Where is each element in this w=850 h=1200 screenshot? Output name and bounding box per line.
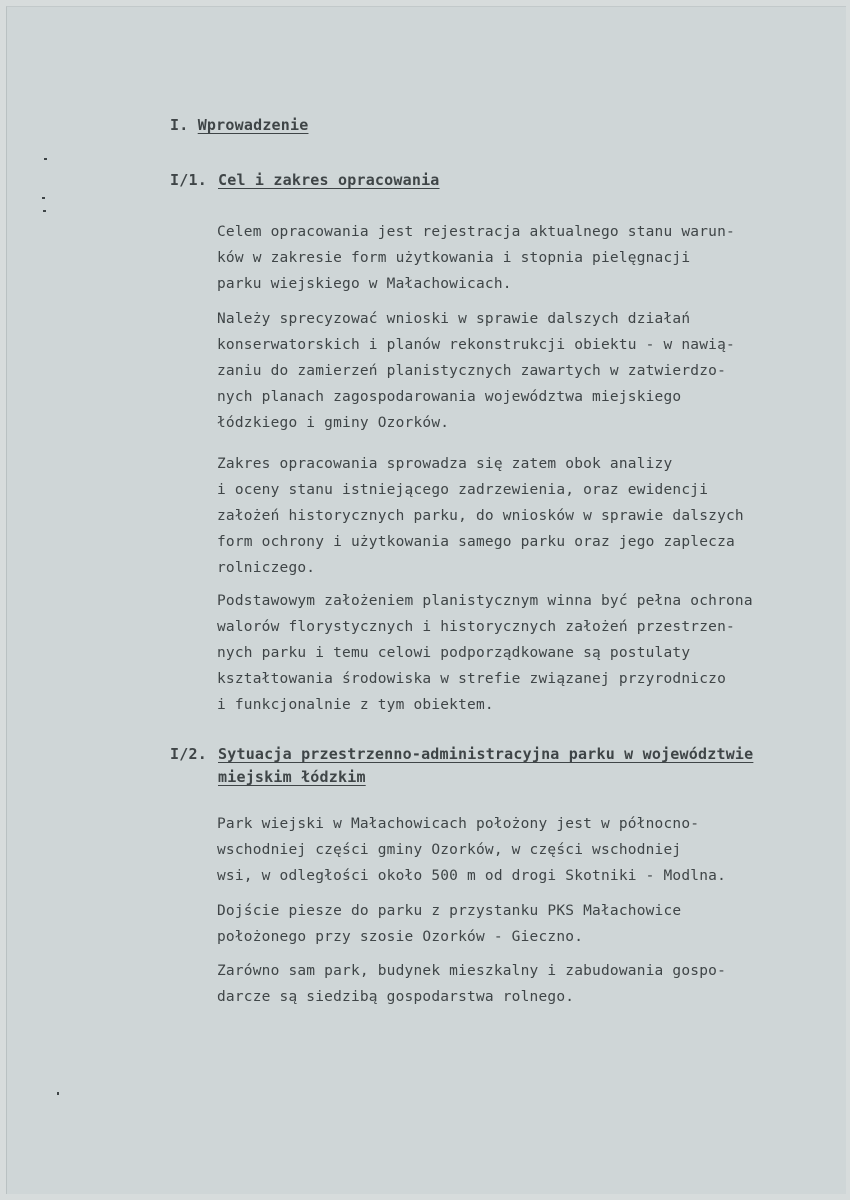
text-line: wschodniej części gminy Ozorków, w części wschodniej xyxy=(217,842,682,858)
text-line: położonego przy szosie Ozorków - Gieczno. xyxy=(217,929,584,945)
paragraph-1-2 xyxy=(217,306,827,436)
text-line: Celem opracowania jest rejestracja aktualnego stanu warun- xyxy=(217,224,735,240)
text-line: ków w zakresie form użytkowania i stopnia pielęgnacji xyxy=(217,250,691,266)
text-line: rolniczego. xyxy=(217,560,316,576)
text-line: założeń historycznych parku, do wniosków w sprawie dalszych xyxy=(217,508,744,524)
text-line: łódzkiego i gminy Ozorków. xyxy=(217,415,450,431)
text-line: Park wiejski w Małachowicach położony jest w północno- xyxy=(217,816,700,832)
paragraph-2-2 xyxy=(217,898,827,950)
text-line: Zarówno sam park, budynek mieszkalny i zabudowania gospo- xyxy=(217,963,726,979)
subsection-heading-1 xyxy=(170,169,790,193)
text-line: form ochrony i użytkowania samego parku oraz jego zaplecza xyxy=(217,534,735,550)
paragraph-2-1 xyxy=(217,811,827,889)
text-line: kształtowania środowiska w strefie związanej przyrodniczo xyxy=(217,671,726,687)
text-line: Należy sprecyzować wnioski w sprawie dalszych działań xyxy=(217,311,691,327)
text-line: walorów florystycznych i historycznych założeń przestrzen- xyxy=(217,619,735,635)
text-line: i oceny stanu istniejącego zadrzewienia, oraz ewidencji xyxy=(217,482,709,498)
title-line: miejskim łódzkim xyxy=(218,768,366,786)
paragraph-1-1 xyxy=(217,219,827,297)
text-line: nych planach zagospodarowania województwa miejskiego xyxy=(217,389,682,405)
margin-mark xyxy=(43,210,46,212)
section-number: I. xyxy=(170,116,189,134)
text-line: darcze są siedzibą gospodarstwa rolnego. xyxy=(217,989,575,1005)
section-heading xyxy=(170,116,308,134)
title-line: Sytuacja przestrzenno-administracyjna parku w województwie xyxy=(218,745,754,763)
text-line: nych parku i temu celowi podporządkowane są postulaty xyxy=(217,645,691,661)
text-line: Dojście piesze do parku z przystanku PKS Małachowice xyxy=(217,903,682,919)
text-line: zaniu do zamierzeń planistycznych zawartych w zatwierdzo- xyxy=(217,363,726,379)
subsection-title: Cel i zakres opracowania xyxy=(218,171,440,189)
paragraph-1-4 xyxy=(217,588,827,718)
subsection-heading-2 xyxy=(170,743,830,793)
margin-mark xyxy=(57,1092,59,1095)
subsection-number: I/1. xyxy=(170,171,207,189)
section-title: Wprowadzenie xyxy=(197,116,309,134)
margin-mark xyxy=(42,197,45,199)
subsection-title xyxy=(218,743,753,789)
paragraph-2-3 xyxy=(217,958,827,1010)
text-line: konserwatorskich i planów rekonstrukcji obiektu - w nawią- xyxy=(217,337,735,353)
margin-mark xyxy=(44,158,47,160)
paragraph-1-3 xyxy=(217,451,827,581)
text-line: wsi, w odległości około 500 m od drogi Skotniki - Modlna. xyxy=(217,868,726,884)
text-line: i funkcjonalnie z tym obiektem. xyxy=(217,697,494,713)
text-line: parku wiejskiego w Małachowicach. xyxy=(217,276,512,292)
text-line: Zakres opracowania sprowadza się zatem obok analizy xyxy=(217,456,673,472)
text-line: Podstawowym założeniem planistycznym winna być pełna ochrona xyxy=(217,593,753,609)
subsection-number: I/2. xyxy=(170,745,207,763)
